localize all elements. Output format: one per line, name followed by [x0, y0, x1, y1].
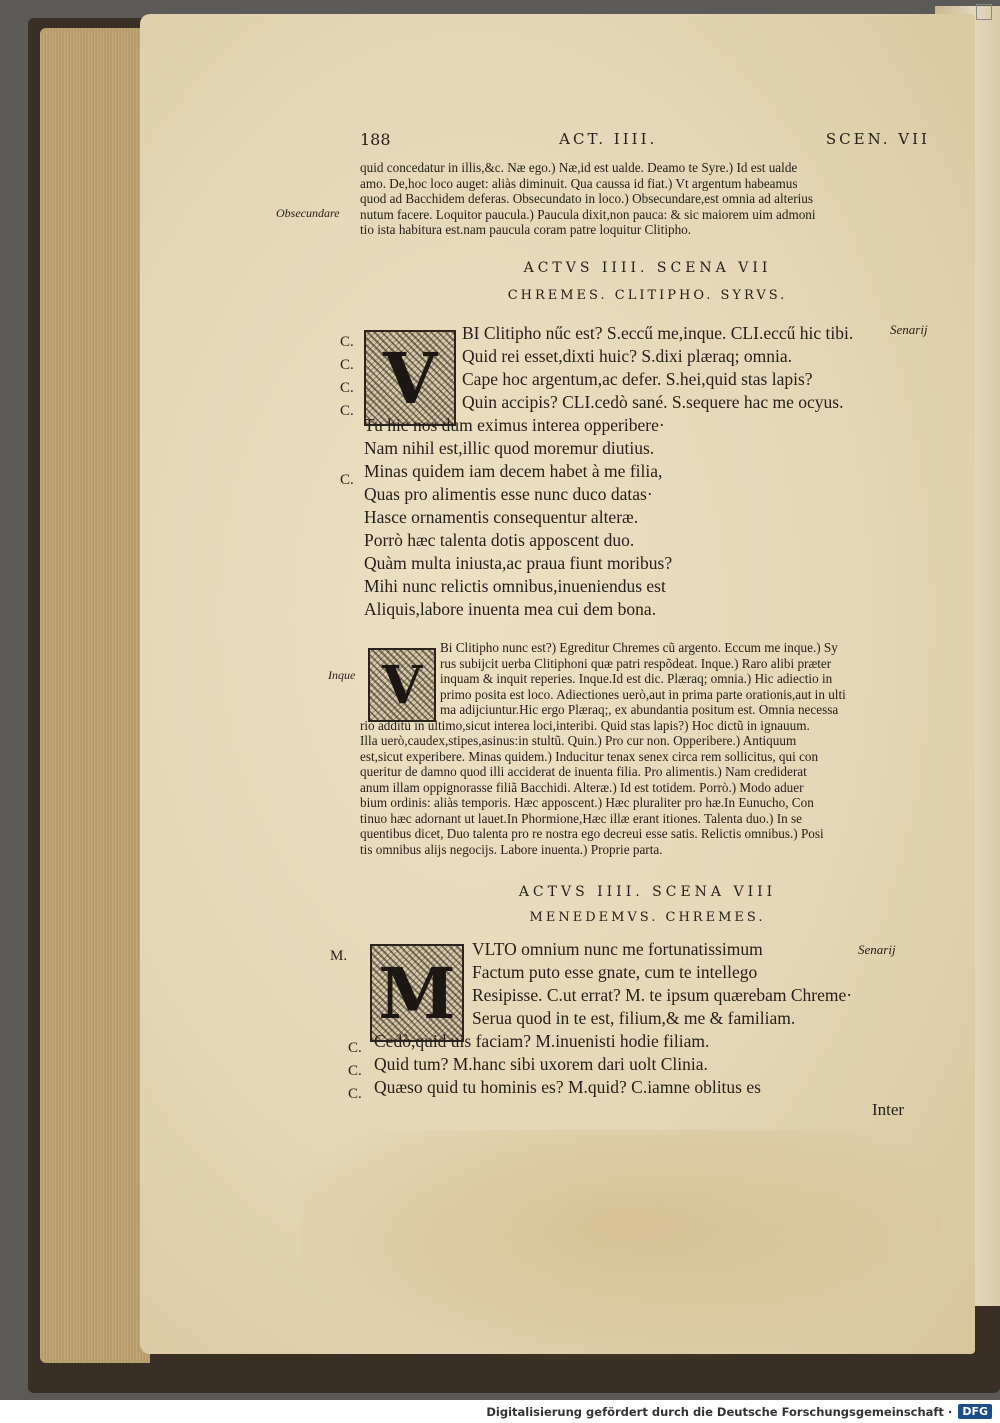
verse-line: Quàm multa iniusta,ac praua fiunt moribus?	[364, 553, 673, 573]
speaker-mark: C.	[340, 380, 354, 396]
commentary-line: nutum facere. Loquitor paucula.) Paucula dixit,non pauca: & sic maiorem uim admoni	[360, 206, 816, 222]
initial-letter: V	[382, 336, 438, 420]
commentary-middle	[360, 640, 935, 857]
commentary-line: tio ista habitura est.nam paucula coram patre loquitur Clitipho.	[360, 222, 692, 237]
verse-line: Quid tum? M.hanc sibi uxorem dari uolt Clinia.	[374, 1054, 708, 1074]
commentary-line: Illa uerò,caudex,stipes,asinus:in stultũ. Quin.) Pro cur non. Opperibere.) Antiquum	[360, 733, 797, 748]
commentary-line: tis omnibus alijs negocijs. Labore inuenta.) Proprie parta.	[360, 841, 663, 857]
verse-line: BI Clitipho nűc est? S.eccű me,inque. CLI.eccű hic tibi.	[462, 323, 854, 343]
commentary-line: rio additũ in ultimo,sicut interea loci,interibi. Quid stas lapis?) Hoc dictũ in ignauum.	[360, 717, 810, 733]
initial-letter: V	[381, 654, 423, 716]
verse-line: Cape hoc argentum,ac defer. S.hei,quid stas lapis?	[462, 369, 813, 389]
commentary-line: tinuo hæc adornant ut lauet.In Phormione,Hæc illæ erant itiones. Talenta duo.) In se	[360, 810, 802, 826]
initial-letter: M	[378, 951, 456, 1035]
scene7-meter: Senarij	[890, 322, 928, 337]
speaker-mark: C.	[340, 403, 354, 419]
margin-note-obsecundare: Obsecundare	[276, 206, 340, 220]
running-header	[360, 130, 930, 149]
verse-line: Quin accipis? CLI.cedò sané. S.sequere hac me ocyus.	[462, 392, 844, 412]
scene8-heading: ACTVS IIII. SCENA VIII	[518, 884, 777, 900]
scene8-decorated-initial	[370, 944, 464, 1042]
scene7-verses	[364, 414, 672, 621]
commentary-line: Bi Clitipho nunc est?) Egreditur Chremes cũ argento. Eccum me inque.) Sy	[440, 640, 838, 655]
commentary-line: rus subijcit uerba Clitiphoni quæ patri respõdeat. Inque.) Raro alibi præter	[440, 655, 832, 671]
commentary-line: quid concedatur in illis,&c. Næ ego.) Næ,id est ualde. Deamo te Syre.) Id est ualde	[360, 160, 798, 175]
verse-line: Cedò,quid uis faciam? M.inuenisti hodie filiam.	[374, 1031, 710, 1051]
footer-bar	[0, 1400, 1000, 1423]
running-title-left: ACT. IIII.	[559, 130, 658, 148]
verse-line: Tu hic nos dum eximus interea opperibere·	[364, 415, 665, 435]
commentary-line: queritur de damno quod illi acciderat de inuenta filia. Pro alimentis.) Nam crediderat	[360, 764, 807, 779]
verse-line: Quid rei esset,dixti huic? S.dixi plæraq; omnia.	[462, 346, 793, 366]
corner-mark-icon	[976, 4, 992, 20]
scene7-speakers: CHREMES. CLITIPHO. SYRVS.	[507, 288, 788, 303]
verse-line: Mihi nunc relictis omnibus,inueniendus est	[364, 576, 666, 596]
verse-line: Quas pro alimentis esse nunc duco datas·	[364, 484, 653, 504]
speaker-mark: C.	[340, 334, 354, 350]
verse-line: Hasce ornamentis consequentur alteræ.	[364, 507, 639, 527]
scene7-heading: ACTVS IIII. SCENA VII	[523, 260, 772, 276]
scene8-verses	[374, 1030, 761, 1099]
verse-line: VLTO omnium nunc me fortunatissimum	[472, 939, 763, 959]
verse-line: Nam nihil est,illic quod moremur diutius.	[364, 438, 655, 458]
folio-number: 188	[360, 130, 391, 149]
verse-line: Serua quod in te est, filium,& me & familiam.	[472, 1008, 796, 1028]
commentary-line: quod ad Bacchidem deferas. Obsecundato in loco.) Obsecundare,est omnia ad alterius	[360, 191, 813, 206]
commentary-top	[360, 160, 935, 238]
verse-line: Aliquis,labore inuenta mea cui dem bona.	[364, 599, 657, 619]
verse-line: Quæso quid tu hominis es? M.quid? C.iamne oblitus es	[374, 1077, 761, 1097]
commentary-line: ma adijciuntur.Hic ergo Plæraq;, ex abundantia positum est. Omnia necessa	[440, 702, 839, 717]
scene7-verses-indented	[462, 322, 853, 414]
commentary-line: quentibus dicet, Duo talenta pro re nostra ego decreui esse satis. Relictis omnibus.) Posi	[360, 826, 824, 841]
scene8-speakers: MENEDEMVS. CHREMES.	[529, 910, 766, 925]
catchword: Inter	[872, 1100, 905, 1119]
running-title-right: SCEN. VII	[825, 130, 930, 148]
dfg-logo: DFG	[958, 1404, 992, 1419]
speaker-mark: M.	[330, 948, 348, 964]
page-edges	[40, 28, 150, 1363]
verse-line: Minas quidem iam decem habet à me filia,	[364, 461, 663, 481]
commentary-line: est,sicut experibere. Minas quidem.) Inducitur tenax senex circa rem sollicitus, qui con	[360, 748, 819, 764]
scene7-decorated-initial	[364, 330, 456, 426]
margin-note-inque: Inque	[328, 668, 356, 682]
commentary-line: anum illam oppignorasse filiã Bacchidi. Alteræ.) Id est totidem. Porrò.) Modo aduer	[360, 779, 804, 795]
verse-line: Resipisse. C.ut errat? M. te ipsum quærebam Chreme·	[472, 985, 853, 1005]
commentary-line: inquam & inquit reperies. Inque.Id est dic. Plæraq; omnia.) Hic adiectio in	[440, 671, 833, 686]
speaker-mark: C.	[348, 1040, 362, 1056]
commentary-line: amo. De,hoc loco auget: aliàs diminuit. Qua caussa id fiat.) Vt argentum habeamus	[360, 175, 798, 191]
scene8-meter: Senarij	[858, 942, 896, 957]
scene8-verses-indented	[472, 938, 852, 1030]
verse-line: Porrò hæc talenta dotis apposcent duo.	[364, 530, 635, 550]
speaker-mark: C.	[340, 357, 354, 373]
commentary-line: bium ordinis: aliàs temporis. Hæc apposcent.) Hæc pluraliter pro hæ.In Eunucho, Con	[360, 795, 814, 810]
speaker-mark: C.	[348, 1086, 362, 1102]
verse-line: Factum puto esse gnate, cum te intellego	[472, 962, 758, 982]
speaker-mark: C.	[348, 1063, 362, 1079]
commentary-line: primo posita est loco. Adiectiones uerò,aut in prima parte orationis,aut in ulti	[440, 686, 846, 702]
speaker-mark: C.	[340, 472, 354, 488]
footer-credit: Digitalisierung gefördert durch die Deutsche Forschungsgemeinschaft ·	[486, 1404, 953, 1419]
